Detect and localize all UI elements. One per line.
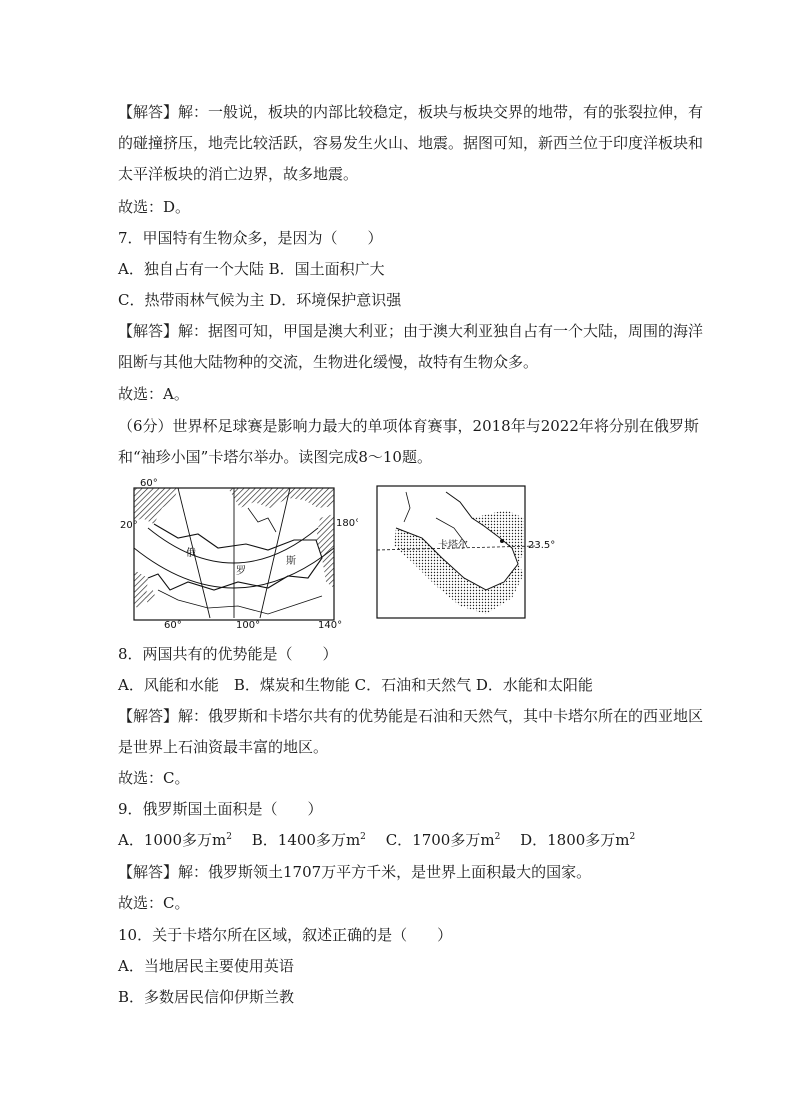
q9-option-a: A．1000多万m [118, 831, 227, 849]
question-8-stem: 8．两国共有的优势能是（ ） [118, 645, 338, 663]
question-group-intro-line-2: 和“袖珍小国”卡塔尔举办。读图完成8～10题。 [118, 448, 432, 466]
question-group-intro-line-1: （6分）世界杯足球赛是影响力最大的单项体育赛事，2018年与2022年将分别在俄罗斯 [118, 417, 699, 435]
q9-option-b: B．1400多万m [251, 831, 361, 849]
qatar-label: 卡塔尔 [438, 540, 468, 551]
lat-label-20: 20° [120, 520, 138, 531]
tropic-label: 23.5° [528, 540, 556, 551]
country-char-e: 俄 [186, 548, 196, 559]
question-9-options [118, 830, 635, 850]
answer-explanation-8-line-2: 是世界上石油资最丰富的地区。 [118, 738, 329, 756]
answer-explanation-9: 【解答】解：俄罗斯领土1707万平方千米，是世界上面积最大的国家。 [118, 863, 592, 881]
answer-choice-7: 故选：A。 [118, 385, 189, 403]
answer-explanation-7-line-1: 【解答】解：据图可知，甲国是澳大利亚；由于澳大利亚独自占有一个大陆，周围的海洋 [118, 322, 704, 340]
question-7-stem: 7．甲国特有生物众多，是因为（ ） [118, 229, 383, 247]
q9-option-b-sup: 2 [360, 832, 366, 842]
country-char-luo: 罗 [236, 566, 246, 577]
q9-option-c: C．1700多万m [385, 831, 495, 849]
russia-map-figure [118, 478, 358, 630]
q9-option-a-sup: 2 [226, 832, 232, 842]
question-7-options-cd: C．热带雨林气候为主 D．环境保护意识强 [118, 291, 402, 309]
qatar-map [376, 478, 558, 620]
question-10-option-b: B．多数居民信仰伊斯兰教 [118, 988, 295, 1006]
russia-map [118, 478, 358, 630]
qatar-map-figure [376, 478, 558, 620]
question-10-option-a: A．当地居民主要使用英语 [118, 957, 294, 975]
question-7-options-ab: A．独自占有一个大陆 B．国土面积广大 [118, 260, 385, 278]
q9-option-d-sup: 2 [629, 832, 636, 842]
answer-explanation-6-line-3: 太平洋板块的消亡边界，故多地震。 [118, 165, 359, 183]
lon-label-60: 60° [164, 620, 182, 630]
answer-choice-8: 故选：C。 [118, 769, 190, 787]
question-8-options: A．风能和水能 B．煤炭和生物能 C．石油和天然气 D．水能和太阳能 [118, 676, 593, 694]
question-9-stem: 9．俄罗斯国土面积是（ ） [118, 800, 323, 818]
answer-explanation-7-line-2: 阻断与其他大陆物种的交流，生物进化缓慢，故特有生物众多。 [118, 353, 539, 371]
q9-option-d: D．1800多万m [520, 831, 630, 849]
lon-label-100: 100° [236, 620, 261, 630]
lon-label-180: 180° [336, 518, 358, 529]
question-10-stem: 10．关于卡塔尔所在区域，叙述正确的是（ ） [118, 926, 453, 944]
qatar-location-dot [500, 539, 504, 543]
lat-label-60: 60° [140, 478, 158, 489]
answer-explanation-6-line-2: 的碰撞挤压，地壳比较活跃，容易发生火山、地震。据图可知，新西兰位于印度洋板块和 [118, 134, 704, 152]
lon-label-140: 140° [318, 620, 343, 630]
answer-explanation-6-line-1: 【解答】解：一般说，板块的内部比较稳定，板块与板块交界的地带，有的张裂拉伸，有 [118, 103, 704, 121]
answer-choice-9: 故选：C。 [118, 894, 190, 912]
q9-option-c-sup: 2 [494, 832, 501, 842]
answer-explanation-8-line-1: 【解答】解：俄罗斯和卡塔尔共有的优势能是石油和天然气，其中卡塔尔所在的西亚地区 [118, 707, 704, 725]
country-char-si: 斯 [286, 556, 296, 567]
answer-choice-6: 故选：D。 [118, 198, 191, 216]
